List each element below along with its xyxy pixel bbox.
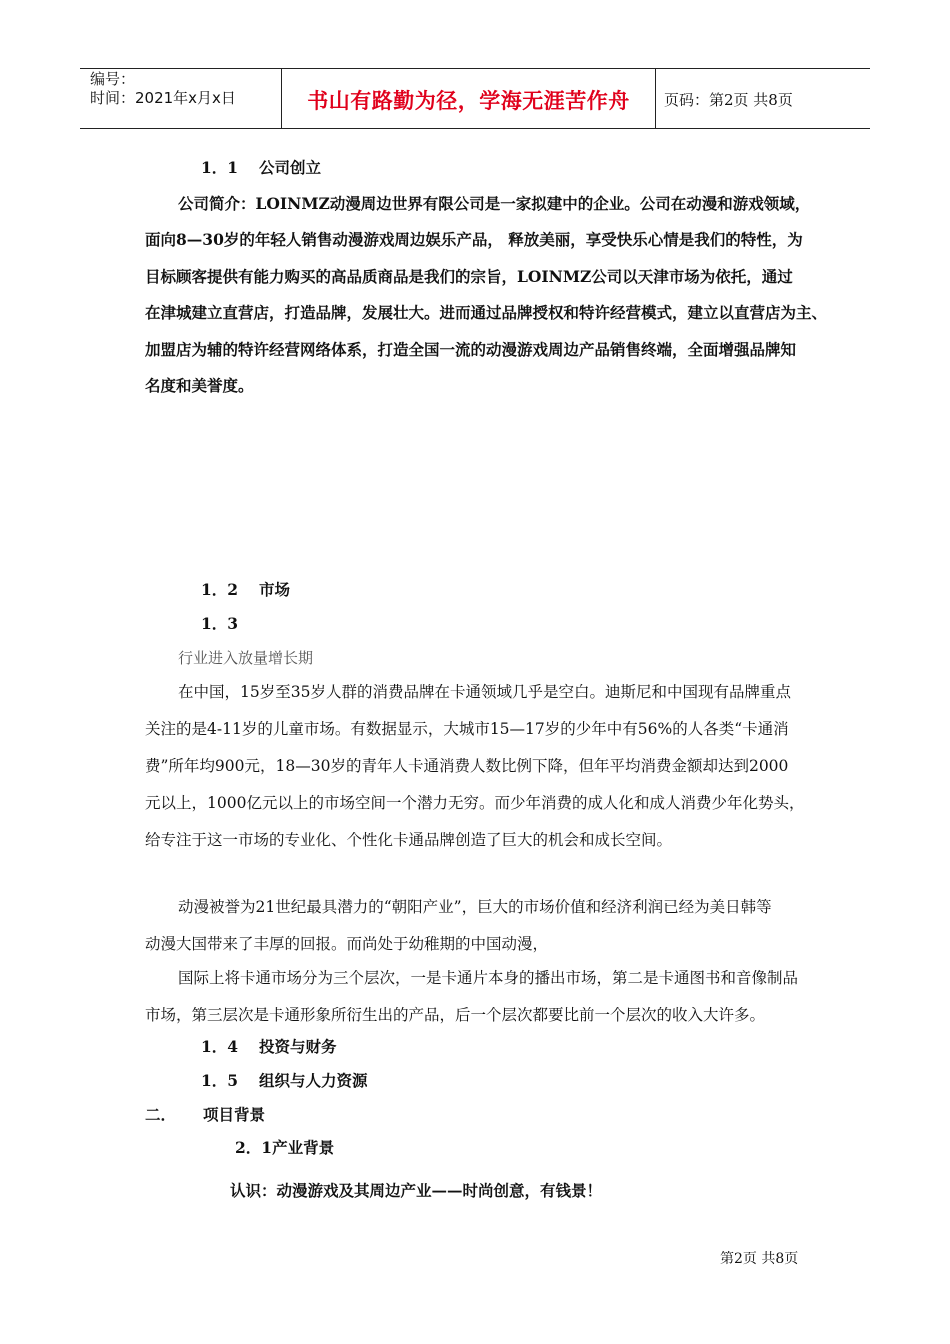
serial-label: 编号： bbox=[90, 70, 136, 88]
header-top-rule bbox=[80, 68, 870, 69]
anime-line-2: 动漫大国带来了丰厚的回报。而尚处于幼稚期的中国动漫， bbox=[145, 935, 549, 953]
section-number: 1．2 bbox=[201, 580, 239, 599]
anime-line-1: 动漫被誉为21世纪最具潜力的“朝阳产业”，巨大的市场价值和经济利润已经为美日韩等 bbox=[178, 898, 772, 916]
industry-heading: 行业进入放量增长期 bbox=[178, 649, 314, 667]
section-number: 1．1 bbox=[201, 158, 239, 177]
header-page-info: 页码：第2页 共8页 bbox=[664, 91, 793, 109]
section-title: 市场 bbox=[259, 580, 291, 599]
section-title: 投资与财务 bbox=[259, 1037, 337, 1056]
section-heading-1-3 bbox=[201, 614, 259, 634]
section-heading-1-5 bbox=[201, 1071, 368, 1091]
header-meta bbox=[90, 70, 236, 108]
intro-line-6: 名度和美誉度。 bbox=[145, 376, 254, 395]
header-motto: 书山有路勤为径，学海无涯苦作舟 bbox=[307, 89, 630, 113]
header-divider-2 bbox=[655, 68, 656, 128]
footer-page-number: 第2页 共8页 bbox=[720, 1251, 799, 1267]
header-bottom-rule bbox=[80, 128, 870, 129]
intro-line-5: 加盟店为辅的特许经营网络体系，打造全国一流的动漫游戏周边产品销售终端，全面增强品牌知 bbox=[145, 340, 797, 359]
section-heading-2 bbox=[145, 1105, 265, 1125]
section-heading-1-4 bbox=[201, 1037, 337, 1057]
market-line-2: 关注的是4-11岁的儿童市场。有数据显示，大城市15—17岁的少年中有56%的人各类“卡通消 bbox=[145, 720, 789, 738]
section-number: 1．4 bbox=[201, 1037, 239, 1056]
levels-line-1: 国际上将卡通市场分为三个层次，一是卡通片本身的播出市场，第二是卡通图书和音像制品 bbox=[178, 969, 799, 987]
market-line-4: 元以上，1000亿元以上的市场空间一个潜力无穷。而少年消费的成人化和成人消费少年化势头， bbox=[145, 794, 805, 812]
section-number: 1．3 bbox=[201, 614, 239, 633]
recognition-line: 认识：动漫游戏及其周边产业——时尚创意，有钱景！ bbox=[230, 1181, 603, 1200]
section-heading-2-1: 2．1产业背景 bbox=[235, 1138, 335, 1157]
section-heading-1-2 bbox=[201, 580, 290, 600]
intro-line-3: 目标顾客提供有能力购买的高品质商品是我们的宗旨，LOINMZ公司以天津市场为依托，通过 bbox=[145, 267, 793, 286]
intro-line-1: 公司简介：LOINMZ动漫周边世界有限公司是一家拟建中的企业。公司在动漫和游戏领域， bbox=[178, 194, 811, 213]
market-line-1: 在中国，15岁至35岁人群的消费品牌在卡通领域几乎是空白。迪斯尼和中国现有品牌重点 bbox=[178, 683, 791, 701]
market-line-5: 给专注于这一市场的专业化、个性化卡通品牌创造了巨大的机会和成长空间。 bbox=[145, 831, 673, 849]
intro-line-4: 在津城建立直营店，打造品牌，发展壮大。进而通过品牌授权和特许经营模式，建立以直营店为主、 bbox=[145, 303, 828, 322]
intro-line-2: 面向8—30岁的年轻人销售动漫游戏周边娱乐产品， 释放美丽，享受快乐心情是我们的特性，为 bbox=[145, 230, 803, 249]
market-line-3: 费”所年均900元，18—30岁的青年人卡通消费人数比例下降，但年平均消费金额却达到2000 bbox=[145, 757, 789, 775]
section-title: 公司创立 bbox=[259, 158, 322, 177]
section-heading-1-1 bbox=[201, 158, 321, 178]
section-title: 项目背景 bbox=[203, 1105, 266, 1124]
time-label: 时间：2021年x月x日 bbox=[90, 89, 236, 107]
section-number: 二． bbox=[145, 1105, 177, 1124]
section-number: 1．5 bbox=[201, 1071, 239, 1090]
levels-line-2: 市场，第三层次是卡通形象所衍生出的产品，后一个层次都要比前一个层次的收入大许多。 bbox=[145, 1006, 766, 1024]
section-title: 组织与人力资源 bbox=[259, 1071, 368, 1090]
